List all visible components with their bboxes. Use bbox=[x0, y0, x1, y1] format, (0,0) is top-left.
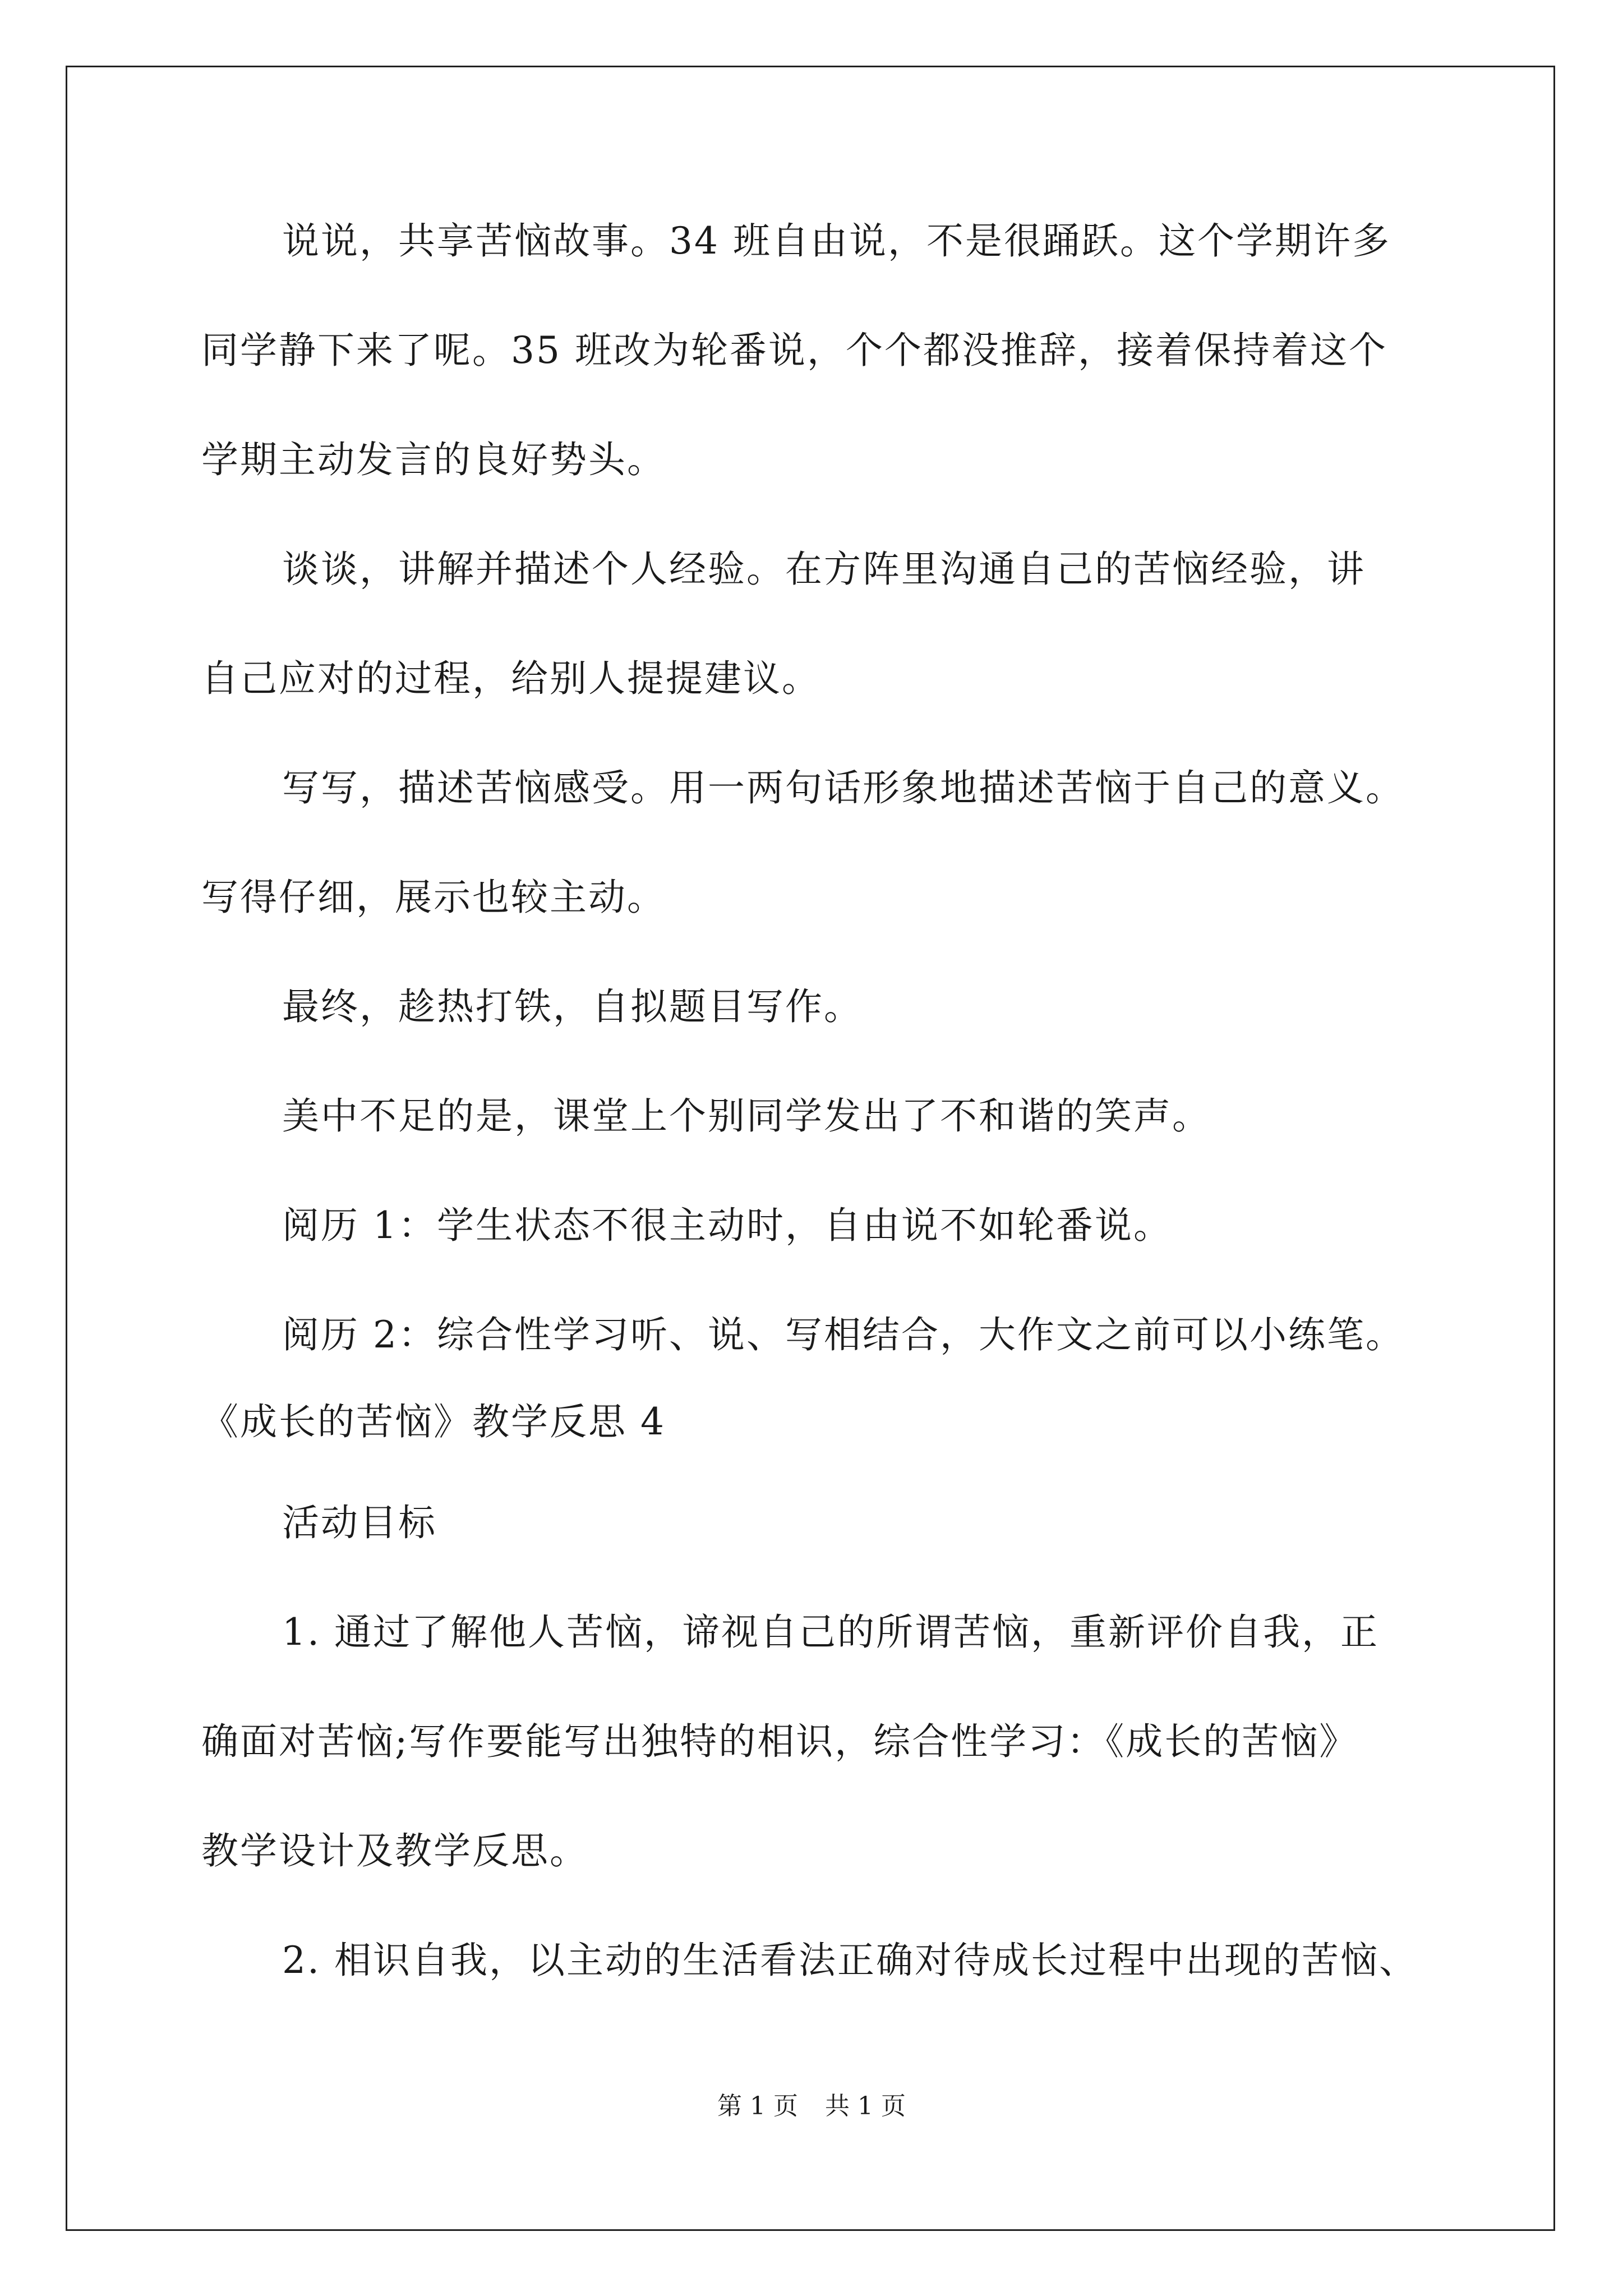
paragraph-line: 自己应对的过程，给别人提提建议。 bbox=[201, 657, 820, 700]
paragraph-line: 阅历 2：综合性学习听、说、写相结合，大作文之前可以小练笔。 bbox=[282, 1313, 1404, 1356]
section-heading: 《成长的苦恼》教学反思 4 bbox=[201, 1400, 666, 1443]
paragraph-line: 说说，共享苦恼故事。34 班自由说，不是很踊跃。这个学期许多 bbox=[282, 219, 1391, 263]
paragraph-line: 同学静下来了呢。35 班改为轮番说，个个都没推辞，接着保持着这个 bbox=[201, 329, 1387, 372]
paragraph-line: 1. 通过了解他人苦恼，谛视自己的所谓苦恼，重新评价自我，正 bbox=[282, 1611, 1379, 1654]
page-footer bbox=[0, 2090, 1623, 2123]
paragraph-line: 教学设计及教学反思。 bbox=[201, 1829, 588, 1872]
paragraph-line: 2. 相识自我，以主动的生活看法正确对待成长过程中出现的苦恼、 bbox=[282, 1939, 1418, 1982]
paragraph-line: 写得仔细，展示也较主动。 bbox=[201, 876, 666, 919]
paragraph-line: 学期主动发言的良好势头。 bbox=[201, 438, 666, 481]
subheading: 活动目标 bbox=[282, 1501, 437, 1544]
paragraph-line: 谈谈，讲解并描述个人经验。在方阵里沟通自己的苦恼经验，讲 bbox=[282, 547, 1366, 591]
paragraph-line: 最终，趁热打铁，自拟题目写作。 bbox=[282, 985, 863, 1028]
paragraph-line: 确面对苦恼;写作要能写出独特的相识，综合性学习：《成长的苦恼》 bbox=[201, 1720, 1358, 1763]
paragraph-line: 写写，描述苦恼感受。用一两句话形象地描述苦恼于自己的意义。 bbox=[282, 766, 1404, 809]
paragraph-line: 阅历 1：学生状态不很主动时，自由说不如轮番说。 bbox=[282, 1204, 1172, 1247]
paragraph-line: 美中不足的是，课堂上个别同学发出了不和谐的笑声。 bbox=[282, 1094, 1211, 1138]
page-border bbox=[66, 66, 1555, 2231]
page-total: 共 1 页 bbox=[825, 2092, 906, 2120]
page-number: 第 1 页 bbox=[717, 2092, 798, 2120]
